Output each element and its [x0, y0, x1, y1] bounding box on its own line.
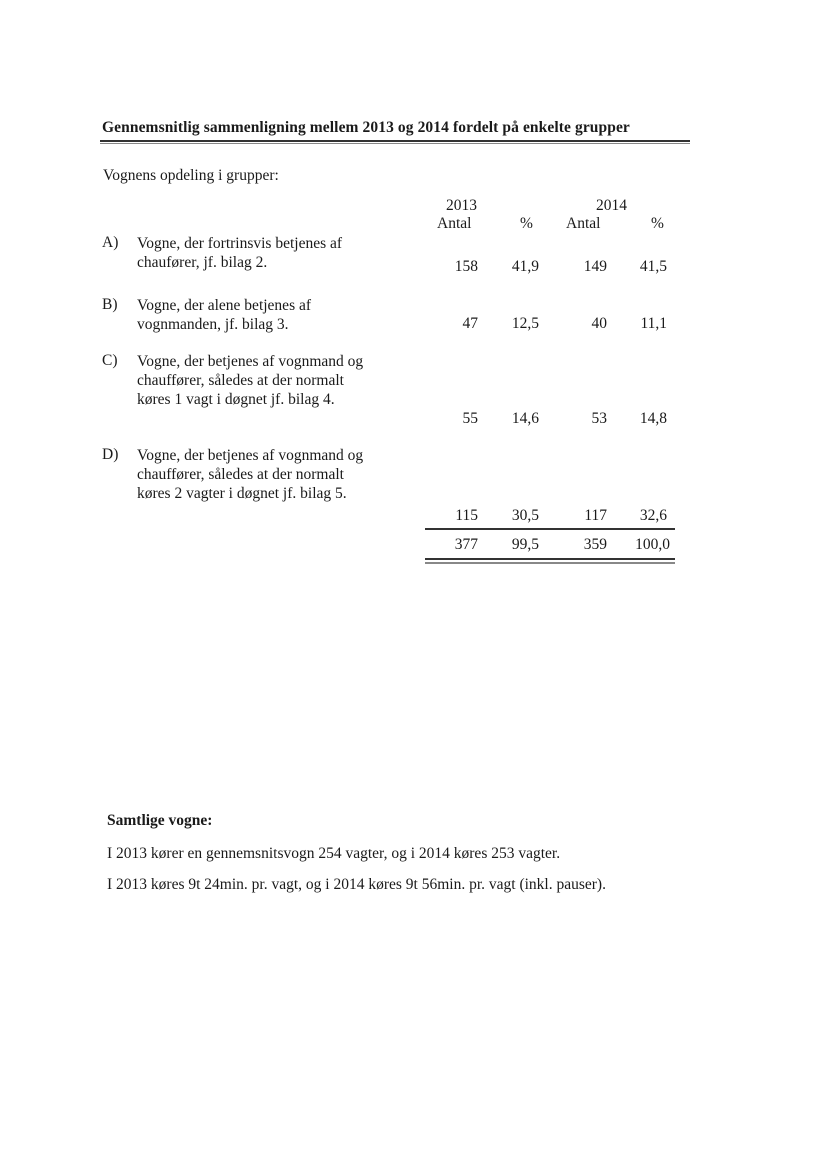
row-d-antal-2013: 115 [455, 507, 478, 524]
col-header-pct-2013: % [520, 215, 533, 232]
summary-line-1: I 2013 kører en gennemsnitsvogn 254 vagter, og i 2014 køres 253 vagter. [107, 845, 561, 862]
row-d-pct-2013: 30,5 [511, 507, 539, 524]
row-b-pct-2013: 12,5 [511, 315, 539, 332]
row-label-d: D) [102, 446, 119, 463]
row-label-c: C) [102, 352, 118, 369]
summary-line-2: I 2013 køres 9t 24min. pr. vagt, og i 2014 køres 9t 56min. pr. vagt (inkl. pauser). [107, 876, 606, 893]
sum-line [425, 528, 675, 530]
row-c-pct-2014: 14,8 [639, 410, 667, 427]
summary-heading: Samtlige vogne: [107, 812, 213, 829]
total-antal-2014: 359 [583, 536, 607, 553]
total-double-line-top [425, 558, 675, 560]
document-title: Gennemsnitlig sammenligning mellem 2013 og 2014 fordelt på enkelte grupper [102, 119, 630, 136]
title-underline [100, 140, 690, 142]
row-label-b: B) [102, 296, 118, 313]
row-b-pct-2014: 11,1 [640, 315, 667, 332]
row-text-d: Vogne, der betjenes af vognmand og chauffører, således at der normalt køres 2 vagter i døgnet jf. bilag 5. [137, 447, 364, 502]
total-pct-2014: 100,0 [635, 536, 670, 553]
intro-text: Vognens opdeling i grupper: [103, 167, 279, 184]
row-b-antal-2013: 47 [462, 315, 478, 332]
row-c-antal-2013: 55 [462, 410, 478, 427]
row-text-b: Vogne, der alene betjenes af vognmanden, jf. bilag 3. [137, 297, 312, 333]
row-a-antal-2014: 149 [583, 258, 607, 275]
row-b-antal-2014: 40 [591, 315, 607, 332]
total-antal-2013: 377 [454, 536, 478, 553]
row-text-a: Vogne, der fortrinsvis betjenes af chaufører, jf. bilag 2. [137, 235, 343, 271]
row-a-antal-2013: 158 [454, 258, 478, 275]
year-header-2013: 2013 [446, 197, 477, 214]
total-double-line-bottom [425, 562, 675, 564]
row-d-antal-2014: 117 [584, 507, 607, 524]
row-c-antal-2014: 53 [591, 410, 607, 427]
row-a-pct-2014: 41,5 [639, 258, 667, 275]
total-pct-2013: 99,5 [511, 536, 539, 553]
row-c-pct-2013: 14,6 [511, 410, 539, 427]
row-a-pct-2013: 41,9 [511, 258, 539, 275]
year-header-2014: 2014 [596, 197, 627, 214]
col-header-antal-2014: Antal [566, 215, 601, 232]
row-text-c: Vogne, der betjenes af vognmand og chauffører, således at der normalt køres 1 vagt i døgnet jf. bilag 4. [137, 353, 364, 408]
row-d-pct-2014: 32,6 [639, 507, 667, 524]
title-underline-secondary [100, 143, 690, 144]
col-header-pct-2014: % [651, 215, 664, 232]
row-label-a: A) [102, 234, 119, 251]
col-header-antal-2013: Antal [437, 215, 472, 232]
